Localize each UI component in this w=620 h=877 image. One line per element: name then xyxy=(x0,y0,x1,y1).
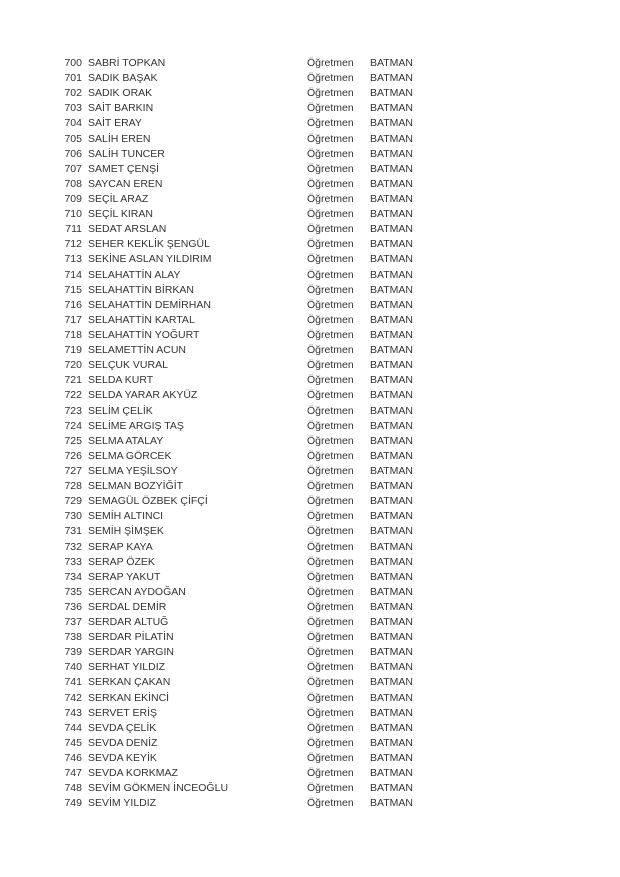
teacher-title: Öğretmen xyxy=(307,676,354,689)
teacher-title: Öğretmen xyxy=(307,389,354,402)
row-number: 732 xyxy=(64,540,82,553)
teacher-name: SERAP ÖZEK xyxy=(88,555,155,568)
row-number: 734 xyxy=(64,570,82,583)
row-number: 704 xyxy=(64,117,82,130)
table-row xyxy=(0,509,620,524)
province: BATMAN xyxy=(370,177,413,190)
province: BATMAN xyxy=(370,464,413,477)
province: BATMAN xyxy=(370,87,413,100)
teacher-name: SELDA KURT xyxy=(88,374,154,387)
table-row xyxy=(0,404,620,419)
province: BATMAN xyxy=(370,359,413,372)
teacher-title: Öğretmen xyxy=(307,419,354,432)
teacher-name: SERDAR YARGIN xyxy=(88,646,174,659)
row-number: 700 xyxy=(64,57,82,69)
table-row xyxy=(0,373,620,388)
teacher-name: SALİH TUNCER xyxy=(88,147,165,160)
table-row xyxy=(0,691,620,706)
table-row xyxy=(0,675,620,690)
teacher-name: SEÇİL ARAZ xyxy=(88,192,149,205)
table-row xyxy=(0,328,620,343)
teacher-title: Öğretmen xyxy=(307,706,354,719)
province: BATMAN xyxy=(370,449,413,462)
table-row xyxy=(0,268,620,283)
row-number: 741 xyxy=(64,676,82,689)
row-number: 742 xyxy=(64,691,82,704)
row-number: 738 xyxy=(64,631,82,644)
teacher-title: Öğretmen xyxy=(307,374,354,387)
table-row xyxy=(0,570,620,585)
teacher-name: SERDAR ALTUĞ xyxy=(88,616,169,629)
row-number: 737 xyxy=(64,616,82,629)
teacher-name: SELAHATTİN YOĞURT xyxy=(88,328,200,341)
row-number: 733 xyxy=(64,555,82,568)
table-row xyxy=(0,464,620,479)
row-number: 725 xyxy=(64,434,82,447)
row-number: 712 xyxy=(64,238,82,251)
province: BATMAN xyxy=(370,752,413,765)
row-number: 703 xyxy=(64,102,82,115)
table-row xyxy=(0,101,620,116)
province: BATMAN xyxy=(370,510,413,523)
province: BATMAN xyxy=(370,374,413,387)
province: BATMAN xyxy=(370,117,413,130)
province: BATMAN xyxy=(370,419,413,432)
teacher-name: SERDAR PİLATİN xyxy=(88,631,174,644)
table-row xyxy=(0,706,620,721)
province: BATMAN xyxy=(370,767,413,780)
teacher-name: SEHER KEKLİK ŞENGÜL xyxy=(88,238,210,251)
teacher-name: SABRİ TOPKAN xyxy=(88,57,166,69)
row-number: 739 xyxy=(64,646,82,659)
row-number: 710 xyxy=(64,208,82,221)
table-row xyxy=(0,660,620,675)
province: BATMAN xyxy=(370,192,413,205)
teacher-list xyxy=(0,56,620,811)
teacher-title: Öğretmen xyxy=(307,298,354,311)
table-row xyxy=(0,645,620,660)
row-number: 748 xyxy=(64,782,82,795)
teacher-title: Öğretmen xyxy=(307,192,354,205)
teacher-title: Öğretmen xyxy=(307,721,354,734)
teacher-title: Öğretmen xyxy=(307,223,354,236)
teacher-name: SELDA YARAR AKYÜZ xyxy=(88,389,198,402)
teacher-title: Öğretmen xyxy=(307,328,354,341)
teacher-name: SAYCAN EREN xyxy=(88,177,163,190)
teacher-title: Öğretmen xyxy=(307,359,354,372)
province: BATMAN xyxy=(370,344,413,357)
teacher-name: SELAMETTİN ACUN xyxy=(88,344,187,357)
table-row xyxy=(0,177,620,192)
teacher-name: SEVDA DENİZ xyxy=(88,736,158,749)
table-row xyxy=(0,766,620,781)
row-number: 723 xyxy=(64,404,82,417)
teacher-name: SERAP KAYA xyxy=(88,540,153,553)
province: BATMAN xyxy=(370,661,413,674)
table-row xyxy=(0,147,620,162)
teacher-title: Öğretmen xyxy=(307,147,354,160)
row-number: 745 xyxy=(64,736,82,749)
row-number: 735 xyxy=(64,585,82,598)
province: BATMAN xyxy=(370,631,413,644)
province: BATMAN xyxy=(370,208,413,221)
province: BATMAN xyxy=(370,676,413,689)
table-row xyxy=(0,71,620,86)
teacher-name: SEMİH ALTINCI xyxy=(88,510,164,523)
table-row xyxy=(0,781,620,796)
teacher-name: SERDAL DEMİR xyxy=(88,600,167,613)
table-row xyxy=(0,132,620,147)
teacher-title: Öğretmen xyxy=(307,585,354,598)
teacher-name: SELMA YEŞİLSOY xyxy=(88,464,178,477)
teacher-title: Öğretmen xyxy=(307,525,354,538)
province: BATMAN xyxy=(370,600,413,613)
province: BATMAN xyxy=(370,238,413,251)
teacher-title: Öğretmen xyxy=(307,177,354,190)
table-row xyxy=(0,192,620,207)
teacher-title: Öğretmen xyxy=(307,102,354,115)
teacher-title: Öğretmen xyxy=(307,162,354,175)
teacher-name: SEMİH ŞİMŞEK xyxy=(88,525,164,538)
table-row xyxy=(0,540,620,555)
table-row xyxy=(0,555,620,570)
row-number: 702 xyxy=(64,87,82,100)
teacher-name: SAİT BARKIN xyxy=(88,102,154,115)
teacher-name: SALİH EREN xyxy=(88,132,151,145)
row-number: 724 xyxy=(64,419,82,432)
table-row xyxy=(0,434,620,449)
teacher-title: Öğretmen xyxy=(307,600,354,613)
table-row xyxy=(0,162,620,177)
teacher-name: SELAHATTİN KARTAL xyxy=(88,313,195,326)
table-row xyxy=(0,86,620,101)
teacher-title: Öğretmen xyxy=(307,313,354,326)
province: BATMAN xyxy=(370,328,413,341)
teacher-name: SADIK ORAK xyxy=(88,87,153,100)
teacher-name: SEÇİL KIRAN xyxy=(88,208,153,221)
teacher-title: Öğretmen xyxy=(307,253,354,266)
teacher-title: Öğretmen xyxy=(307,646,354,659)
teacher-name: SADIK BAŞAK xyxy=(88,72,158,85)
province: BATMAN xyxy=(370,404,413,417)
table-row xyxy=(0,630,620,645)
province: BATMAN xyxy=(370,253,413,266)
teacher-title: Öğretmen xyxy=(307,132,354,145)
table-row xyxy=(0,388,620,403)
province: BATMAN xyxy=(370,223,413,236)
row-number: 705 xyxy=(64,132,82,145)
teacher-name: SEVİM YILDIZ xyxy=(88,797,157,810)
province: BATMAN xyxy=(370,298,413,311)
teacher-name: SEDAT ARSLAN xyxy=(88,223,167,236)
table-row xyxy=(0,419,620,434)
row-number: 721 xyxy=(64,374,82,387)
province: BATMAN xyxy=(370,147,413,160)
table-row xyxy=(0,283,620,298)
teacher-title: Öğretmen xyxy=(307,268,354,281)
teacher-name: SEKİNE ASLAN YILDIRIM xyxy=(88,253,212,266)
row-number: 720 xyxy=(64,359,82,372)
row-number: 749 xyxy=(64,797,82,810)
row-number: 707 xyxy=(64,162,82,175)
table-row xyxy=(0,494,620,509)
teacher-title: Öğretmen xyxy=(307,540,354,553)
teacher-title: Öğretmen xyxy=(307,510,354,523)
teacher-name: SAMET ÇENŞİ xyxy=(88,162,159,175)
row-number: 731 xyxy=(64,525,82,538)
table-row xyxy=(0,479,620,494)
table-row xyxy=(0,736,620,751)
teacher-name: SELİM ÇELİK xyxy=(88,404,153,417)
teacher-name: SEVDA KEYİK xyxy=(88,752,157,765)
table-row xyxy=(0,343,620,358)
teacher-title: Öğretmen xyxy=(307,480,354,493)
teacher-title: Öğretmen xyxy=(307,736,354,749)
row-number: 722 xyxy=(64,389,82,402)
province: BATMAN xyxy=(370,72,413,85)
teacher-name: SAİT ERAY xyxy=(88,117,142,130)
row-number: 727 xyxy=(64,464,82,477)
table-row xyxy=(0,796,620,811)
province: BATMAN xyxy=(370,132,413,145)
table-row xyxy=(0,298,620,313)
table-row xyxy=(0,222,620,237)
row-number: 730 xyxy=(64,510,82,523)
teacher-title: Öğretmen xyxy=(307,238,354,251)
province: BATMAN xyxy=(370,721,413,734)
teacher-title: Öğretmen xyxy=(307,782,354,795)
teacher-name: SEVDA ÇELİK xyxy=(88,721,157,734)
teacher-name: SERKAN EKİNCİ xyxy=(88,691,170,704)
province: BATMAN xyxy=(370,268,413,281)
province: BATMAN xyxy=(370,782,413,795)
row-number: 711 xyxy=(65,223,82,236)
row-number: 716 xyxy=(64,298,82,311)
teacher-name: SELAHATTİN ALAY xyxy=(88,268,181,281)
teacher-name: SELAHATTİN BİRKAN xyxy=(88,283,194,296)
teacher-title: Öğretmen xyxy=(307,72,354,85)
row-number: 744 xyxy=(64,721,82,734)
row-number: 718 xyxy=(64,328,82,341)
row-number: 719 xyxy=(64,344,82,357)
teacher-title: Öğretmen xyxy=(307,344,354,357)
teacher-title: Öğretmen xyxy=(307,404,354,417)
teacher-name: SELİME ARGIŞ TAŞ xyxy=(88,419,184,432)
province: BATMAN xyxy=(370,495,413,508)
teacher-name: SEVİM GÖKMEN İNCEOĞLU xyxy=(88,782,229,795)
teacher-title: Öğretmen xyxy=(307,570,354,583)
teacher-name: SERAP YAKUT xyxy=(88,570,161,583)
table-row xyxy=(0,116,620,131)
row-number: 740 xyxy=(64,661,82,674)
province: BATMAN xyxy=(370,480,413,493)
table-row xyxy=(0,600,620,615)
teacher-name: SEMAGÜL ÖZBEK ÇİFÇİ xyxy=(88,495,208,508)
row-number: 715 xyxy=(64,283,82,296)
teacher-name: SELMAN BOZYİĞİT xyxy=(88,480,184,493)
province: BATMAN xyxy=(370,555,413,568)
teacher-name: SELÇUK VURAL xyxy=(88,359,168,372)
teacher-title: Öğretmen xyxy=(307,87,354,100)
table-row xyxy=(0,207,620,222)
table-row xyxy=(0,358,620,373)
province: BATMAN xyxy=(370,797,413,810)
row-number: 701 xyxy=(64,72,82,85)
province: BATMAN xyxy=(370,706,413,719)
province: BATMAN xyxy=(370,616,413,629)
table-row xyxy=(0,449,620,464)
row-number: 726 xyxy=(64,449,82,462)
province: BATMAN xyxy=(370,389,413,402)
row-number: 728 xyxy=(64,480,82,493)
teacher-title: Öğretmen xyxy=(307,434,354,447)
teacher-title: Öğretmen xyxy=(307,449,354,462)
table-row xyxy=(0,721,620,736)
teacher-title: Öğretmen xyxy=(307,616,354,629)
teacher-name: SERKAN ÇAKAN xyxy=(88,676,171,689)
teacher-name: SELMA GÖRCEK xyxy=(88,449,172,462)
row-number: 736 xyxy=(64,600,82,613)
teacher-title: Öğretmen xyxy=(307,797,354,810)
teacher-title: Öğretmen xyxy=(307,57,354,69)
teacher-title: Öğretmen xyxy=(307,661,354,674)
row-number: 713 xyxy=(64,253,82,266)
table-row xyxy=(0,56,620,71)
teacher-name: SERVET ERİŞ xyxy=(88,706,158,719)
province: BATMAN xyxy=(370,736,413,749)
teacher-title: Öğretmen xyxy=(307,208,354,221)
province: BATMAN xyxy=(370,102,413,115)
table-row xyxy=(0,237,620,252)
row-number: 747 xyxy=(64,767,82,780)
province: BATMAN xyxy=(370,162,413,175)
teacher-title: Öğretmen xyxy=(307,495,354,508)
table-row xyxy=(0,524,620,539)
province: BATMAN xyxy=(370,646,413,659)
teacher-name: SERHAT YILDIZ xyxy=(88,661,166,674)
teacher-name: SELAHATTİN DEMİRHAN xyxy=(88,298,211,311)
row-number: 717 xyxy=(64,313,82,326)
teacher-name: SERCAN AYDOĞAN xyxy=(88,585,186,598)
teacher-title: Öğretmen xyxy=(307,117,354,130)
row-number: 706 xyxy=(64,147,82,160)
province: BATMAN xyxy=(370,434,413,447)
table-row xyxy=(0,313,620,328)
teacher-name: SEVDA KORKMAZ xyxy=(88,767,178,780)
teacher-title: Öğretmen xyxy=(307,752,354,765)
province: BATMAN xyxy=(370,570,413,583)
province: BATMAN xyxy=(370,525,413,538)
teacher-title: Öğretmen xyxy=(307,464,354,477)
teacher-title: Öğretmen xyxy=(307,283,354,296)
teacher-name: SELMA ATALAY xyxy=(88,434,164,447)
province: BATMAN xyxy=(370,57,413,69)
teacher-title: Öğretmen xyxy=(307,767,354,780)
table-row xyxy=(0,252,620,267)
row-number: 729 xyxy=(64,495,82,508)
row-number: 708 xyxy=(64,177,82,190)
teacher-title: Öğretmen xyxy=(307,691,354,704)
province: BATMAN xyxy=(370,313,413,326)
province: BATMAN xyxy=(370,540,413,553)
row-number: 743 xyxy=(64,706,82,719)
row-number: 714 xyxy=(64,268,82,281)
row-number: 709 xyxy=(64,192,82,205)
table-row xyxy=(0,751,620,766)
teacher-title: Öğretmen xyxy=(307,555,354,568)
province: BATMAN xyxy=(370,585,413,598)
province: BATMAN xyxy=(370,691,413,704)
teacher-title: Öğretmen xyxy=(307,631,354,644)
province: BATMAN xyxy=(370,283,413,296)
table-row xyxy=(0,585,620,600)
table-row xyxy=(0,615,620,630)
row-number: 746 xyxy=(64,752,82,765)
